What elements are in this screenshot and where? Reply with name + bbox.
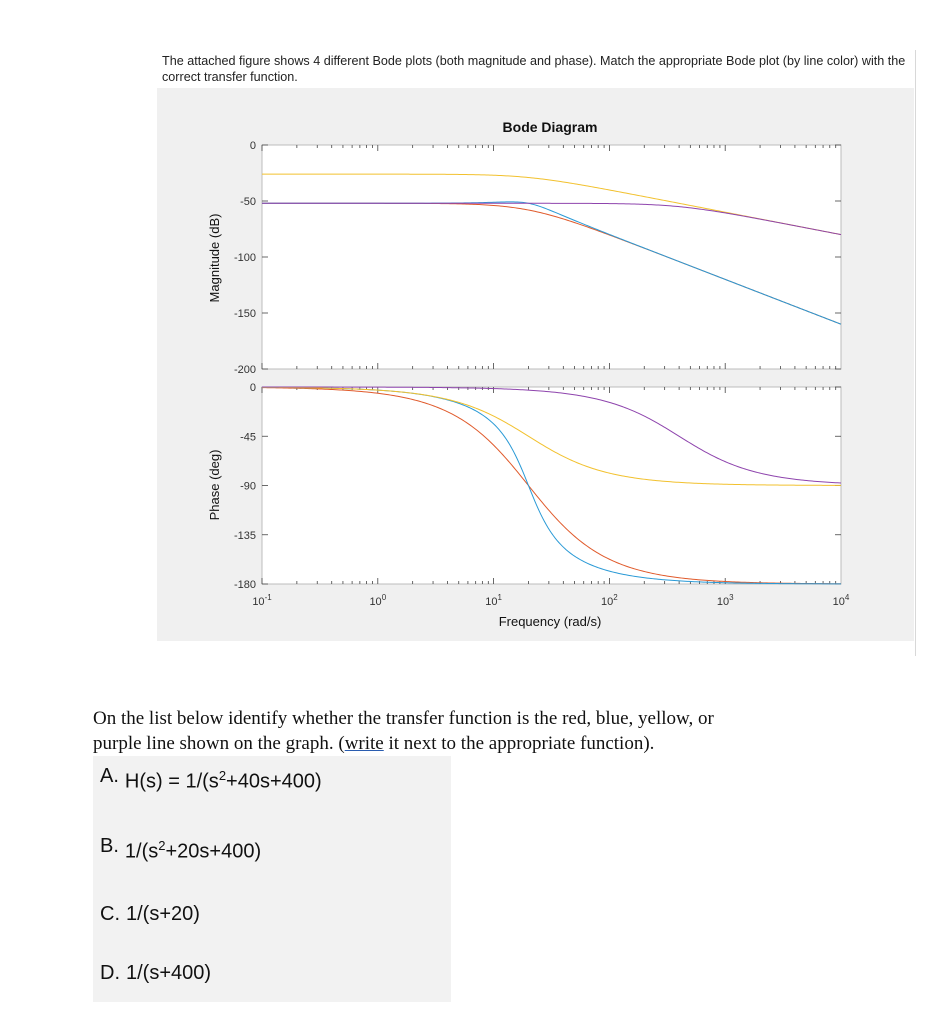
x-tick-label: $10^4$ [832, 593, 850, 608]
option-text: 1/(s [124, 840, 159, 863]
magnitude-tick-label: 0 [249, 140, 256, 152]
instructions-text: purple line shown on the graph. ( [93, 733, 345, 754]
x-tick-label: $10^1$ [485, 593, 502, 608]
phase-tick-label: -90 [240, 480, 256, 493]
instructions [93, 706, 893, 756]
bode-diagram [157, 88, 914, 641]
option-superscript: 2 [158, 838, 166, 853]
instructions-line-1: On the list below identify whether the transfer function is the red, blue, yellow, or [93, 708, 714, 729]
phase-tick-label: -45 [240, 431, 256, 444]
phase-ylabel: Phase (deg) [207, 449, 222, 521]
option-b [100, 834, 262, 864]
x-axis-label: Frequency (rad/s) [498, 614, 602, 629]
phase-tick-label: 0 [249, 382, 256, 394]
magnitude-axes [262, 145, 841, 369]
instructions-line-2 [93, 731, 893, 756]
magnitude-ylabel: Magnitude (dB) [207, 213, 222, 303]
option-text: 1/(s+400) [126, 962, 212, 984]
option-superscript: 2 [218, 768, 227, 783]
option-text: 1/(s+20) [126, 903, 200, 925]
magnitude-tick-label: -200 [233, 364, 256, 376]
instructions-text-end: it next to the appropriate function). [383, 733, 655, 754]
option-letter: A. [100, 764, 119, 787]
option-text-end: +20s+400) [165, 840, 262, 863]
option-letter: C. [100, 903, 120, 925]
chart-title: Bode Diagram [502, 119, 598, 135]
phase-axes [262, 387, 841, 584]
x-tick-label: $10^{-1}$ [252, 593, 272, 608]
option-a [100, 764, 322, 794]
phase-tick-label: -180 [233, 579, 256, 591]
option-text: H(s) = 1/(s [124, 770, 219, 793]
option-c [100, 903, 200, 926]
option-letter: B. [100, 834, 119, 857]
write-link: write [344, 733, 384, 754]
x-tick-label: $10^2$ [601, 593, 618, 608]
magnitude-tick-label: -100 [233, 252, 256, 264]
x-tick-label: $10^0$ [369, 593, 387, 608]
phase-tick-label: -135 [233, 529, 256, 542]
option-text-end: +40s+400) [226, 770, 322, 793]
x-tick-label: $10^3$ [716, 593, 734, 608]
option-letter: D. [100, 962, 120, 984]
option-d [100, 962, 211, 985]
magnitude-tick-label: -150 [233, 308, 256, 320]
question-prompt: The attached figure shows 4 different Bode plots (both magnitude and phase). Match the appropriate Bode plot (by line color) with the correct transfer function. [162, 54, 906, 84]
magnitude-tick-label: -50 [240, 196, 256, 208]
